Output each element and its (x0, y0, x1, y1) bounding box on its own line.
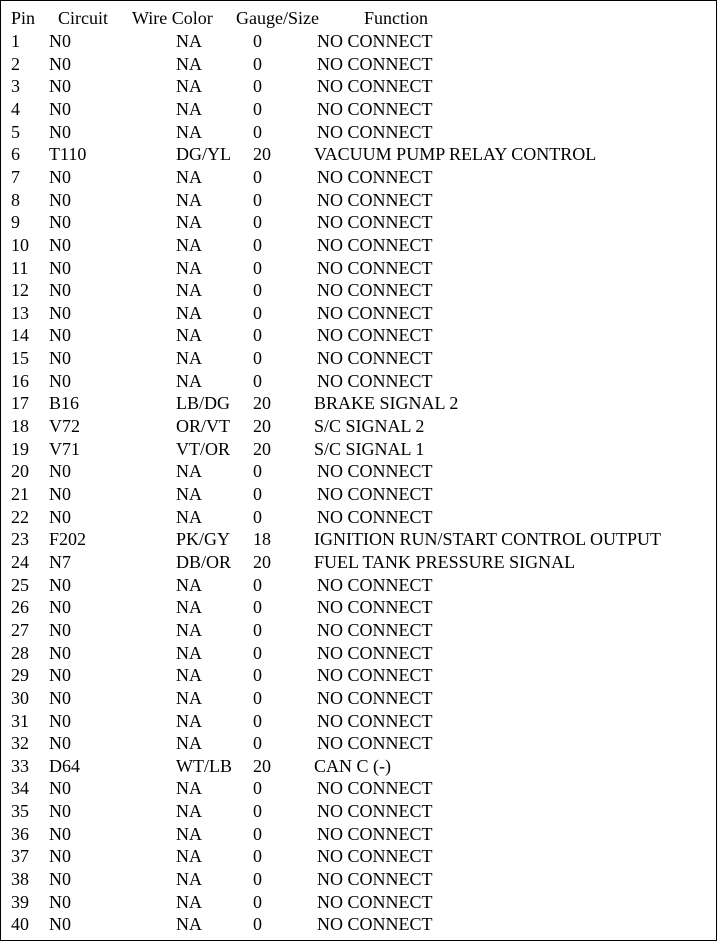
table-row (1, 800, 716, 822)
table-row (1, 732, 716, 754)
gauge-cell: 0 (253, 325, 262, 346)
wire-color-cell: NA (176, 325, 202, 346)
function-cell: NO CONNECT (317, 914, 433, 935)
function-cell: NO CONNECT (317, 76, 433, 97)
gauge-cell: 0 (253, 98, 262, 119)
table-row (1, 460, 716, 482)
pin-cell: 7 (11, 166, 20, 187)
wire-color-cell: NA (176, 212, 202, 233)
pin-cell: 9 (11, 212, 20, 233)
pin-cell: 35 (11, 801, 29, 822)
gauge-cell: 0 (253, 280, 262, 301)
wire-color-cell: NA (176, 801, 202, 822)
wire-color-cell: NA (176, 461, 202, 482)
gauge-cell: 18 (253, 529, 271, 550)
wire-color-cell: NA (176, 302, 202, 323)
table-row (1, 755, 716, 777)
gauge-cell: 0 (253, 846, 262, 867)
table-row (1, 551, 716, 573)
wire-color-cell: PK/GY (176, 529, 231, 550)
table-row (1, 279, 716, 301)
circuit-cell: D64 (49, 755, 80, 776)
wire-color-cell: NA (176, 484, 202, 504)
pin-cell: 31 (11, 710, 29, 731)
function-cell: NO CONNECT (317, 121, 433, 142)
circuit-cell: N0 (49, 484, 71, 504)
table-row (1, 415, 716, 437)
circuit-cell: N0 (49, 280, 71, 301)
pin-cell: 27 (11, 619, 29, 640)
function-cell: NO CONNECT (317, 687, 433, 708)
wire-color-cell: NA (176, 665, 202, 686)
function-cell: NO CONNECT (317, 891, 433, 912)
table-row (1, 619, 716, 641)
pin-cell: 34 (11, 778, 29, 799)
pin-cell: 10 (11, 234, 29, 255)
function-cell: NO CONNECT (317, 348, 433, 369)
function-cell: NO CONNECT (317, 574, 433, 595)
pin-cell: 3 (11, 76, 20, 97)
pin-cell: 20 (11, 461, 29, 482)
function-cell: NO CONNECT (317, 506, 433, 527)
circuit-cell: N0 (49, 687, 71, 708)
wire-color-cell: NA (176, 891, 202, 912)
table-row (1, 483, 716, 505)
circuit-cell: N0 (49, 53, 71, 74)
table-row (1, 664, 716, 686)
wire-color-cell: OR/VT (176, 416, 230, 437)
function-cell: NO CONNECT (317, 778, 433, 799)
circuit-cell: N0 (49, 778, 71, 799)
table-row (1, 75, 716, 97)
circuit-cell: N0 (49, 348, 71, 369)
function-cell: NO CONNECT (317, 325, 433, 346)
circuit-cell: N0 (49, 869, 71, 890)
gauge-cell: 0 (253, 801, 262, 822)
gauge-cell: 0 (253, 166, 262, 187)
wire-color-cell: NA (176, 234, 202, 255)
function-cell: NO CONNECT (317, 869, 433, 890)
function-cell: NO CONNECT (317, 484, 433, 504)
wire-color-cell: NA (176, 914, 202, 935)
gauge-cell: 0 (253, 212, 262, 233)
gauge-cell: 0 (253, 687, 262, 708)
pin-cell: 24 (11, 551, 29, 572)
circuit-cell: N0 (49, 846, 71, 867)
wire-color-cell: NA (176, 846, 202, 867)
wire-color-cell: NA (176, 823, 202, 844)
function-cell: S/C SIGNAL 2 (314, 416, 425, 437)
circuit-cell: N0 (49, 189, 71, 210)
wire-color-cell: NA (176, 53, 202, 74)
table-row (1, 324, 716, 346)
table-row (1, 53, 716, 75)
gauge-cell: 0 (253, 710, 262, 731)
circuit-cell: N0 (49, 461, 71, 482)
circuit-cell: N0 (49, 121, 71, 142)
gauge-cell: 20 (253, 755, 271, 776)
circuit-cell: V72 (49, 416, 80, 437)
pin-cell: 19 (11, 438, 29, 459)
wire-color-cell: VT/OR (176, 438, 230, 459)
wire-color-cell: NA (176, 76, 202, 97)
pin-cell: 28 (11, 642, 29, 663)
pin-cell: 6 (11, 144, 20, 165)
gauge-cell: 0 (253, 869, 262, 890)
gauge-cell: 20 (253, 393, 271, 414)
pin-cell: 16 (11, 370, 29, 391)
wire-color-cell: NA (176, 710, 202, 731)
table-row (1, 121, 716, 143)
circuit-cell: N0 (49, 166, 71, 187)
circuit-cell: N0 (49, 710, 71, 731)
function-cell: NO CONNECT (317, 370, 433, 391)
wire-color-cell: LB/DG (176, 393, 230, 414)
gauge-cell: 0 (253, 121, 262, 142)
table-row (1, 891, 716, 913)
wire-color-cell: NA (176, 778, 202, 799)
function-cell: NO CONNECT (317, 53, 433, 74)
gauge-cell: 20 (253, 416, 271, 437)
pin-cell: 18 (11, 416, 29, 437)
pin-cell: 8 (11, 189, 20, 210)
function-cell: NO CONNECT (317, 166, 433, 187)
circuit-cell: N0 (49, 76, 71, 97)
table-row (1, 913, 716, 935)
gauge-cell: 0 (253, 370, 262, 391)
gauge-cell: 0 (253, 484, 262, 504)
function-cell: NO CONNECT (317, 733, 433, 754)
table-row (1, 642, 716, 664)
circuit-cell: N0 (49, 665, 71, 686)
function-cell: NO CONNECT (317, 619, 433, 640)
gauge-cell: 0 (253, 31, 262, 51)
gauge-cell: 0 (253, 302, 262, 323)
wire-color-cell: NA (176, 98, 202, 119)
gauge-cell: 0 (253, 574, 262, 595)
table-row (1, 234, 716, 256)
pin-cell: 13 (11, 302, 29, 323)
header-pin: Pin (11, 8, 36, 28)
gauge-cell: 0 (253, 778, 262, 799)
function-cell: NO CONNECT (317, 642, 433, 663)
table-row (1, 143, 716, 165)
function-cell: NO CONNECT (317, 801, 433, 822)
function-cell: NO CONNECT (317, 665, 433, 686)
gauge-cell: 0 (253, 823, 262, 844)
gauge-cell: 0 (253, 257, 262, 278)
circuit-cell: N0 (49, 801, 71, 822)
table-row (1, 30, 716, 52)
wire-color-cell: DB/OR (176, 551, 232, 572)
function-cell: NO CONNECT (317, 710, 433, 731)
table-row (1, 596, 716, 618)
table-row (1, 166, 716, 188)
circuit-cell: N0 (49, 597, 71, 618)
circuit-cell: T110 (49, 144, 87, 165)
pin-cell: 12 (11, 280, 29, 301)
circuit-cell: V71 (49, 438, 80, 459)
wire-color-cell: NA (176, 733, 202, 754)
wire-color-cell: NA (176, 121, 202, 142)
function-cell: FUEL TANK PRESSURE SIGNAL (314, 551, 576, 572)
circuit-cell: N7 (49, 551, 71, 572)
table-row (1, 777, 716, 799)
function-cell: CAN C (-) (314, 755, 391, 776)
function-cell: NO CONNECT (317, 461, 433, 482)
pin-cell: 26 (11, 597, 29, 618)
pin-cell: 14 (11, 325, 29, 346)
gauge-cell: 0 (253, 642, 262, 663)
pin-cell: 4 (11, 98, 20, 119)
circuit-cell: N0 (49, 234, 71, 255)
circuit-cell: N0 (49, 506, 71, 527)
table-row (1, 823, 716, 845)
gauge-cell: 0 (253, 665, 262, 686)
pin-cell: 30 (11, 687, 29, 708)
function-cell: NO CONNECT (317, 234, 433, 255)
gauge-cell: 0 (253, 733, 262, 754)
circuit-cell: N0 (49, 302, 71, 323)
function-cell: IGNITION RUN/START CONTROL OUTPUT (314, 529, 661, 550)
header-function: Function (364, 8, 429, 28)
wire-color-cell: NA (176, 189, 202, 210)
table-row (1, 370, 716, 392)
pin-cell: 33 (11, 755, 29, 776)
pin-cell: 21 (11, 484, 29, 504)
table-row (1, 211, 716, 233)
table-row (1, 189, 716, 211)
circuit-cell: N0 (49, 619, 71, 640)
function-cell: NO CONNECT (317, 823, 433, 844)
gauge-cell: 0 (253, 53, 262, 74)
gauge-cell: 0 (253, 619, 262, 640)
circuit-cell: F202 (49, 529, 87, 550)
circuit-cell: N0 (49, 325, 71, 346)
gauge-cell: 0 (253, 234, 262, 255)
pin-cell: 36 (11, 823, 29, 844)
table-row (1, 257, 716, 279)
function-cell: NO CONNECT (317, 280, 433, 301)
function-cell: VACUUM PUMP RELAY CONTROL (314, 144, 597, 165)
function-cell: S/C SIGNAL 1 (314, 438, 425, 459)
pin-cell: 38 (11, 869, 29, 890)
pin-cell: 23 (11, 529, 29, 550)
gauge-cell: 20 (253, 551, 271, 572)
circuit-cell: N0 (49, 891, 71, 912)
table-row (1, 506, 716, 528)
table-row (1, 438, 716, 460)
function-cell: NO CONNECT (317, 31, 433, 51)
circuit-cell: N0 (49, 914, 71, 935)
function-cell: BRAKE SIGNAL 2 (314, 393, 459, 414)
circuit-cell: N0 (49, 370, 71, 391)
wire-color-cell: NA (176, 257, 202, 278)
table-row (1, 687, 716, 709)
pin-cell: 40 (11, 914, 29, 935)
function-cell: NO CONNECT (317, 302, 433, 323)
table-row (1, 845, 716, 867)
wire-color-cell: NA (176, 869, 202, 890)
wire-color-cell: NA (176, 574, 202, 595)
wire-color-cell: NA (176, 166, 202, 187)
function-cell: NO CONNECT (317, 257, 433, 278)
gauge-cell: 0 (253, 461, 262, 482)
pin-cell: 2 (11, 53, 20, 74)
wire-color-cell: NA (176, 687, 202, 708)
table-row (1, 710, 716, 732)
pin-cell: 22 (11, 506, 29, 527)
circuit-cell: N0 (49, 257, 71, 278)
gauge-cell: 0 (253, 76, 262, 97)
circuit-cell: B16 (49, 393, 80, 414)
gauge-cell: 0 (253, 891, 262, 912)
function-cell: NO CONNECT (317, 597, 433, 618)
header-wire-color: Wire Color (132, 8, 213, 28)
circuit-cell: N0 (49, 823, 71, 844)
circuit-cell: N0 (49, 574, 71, 595)
wire-color-cell: NA (176, 619, 202, 640)
pin-cell: 11 (11, 257, 29, 278)
pin-cell: 37 (11, 846, 29, 867)
wire-color-cell: NA (176, 370, 202, 391)
table-row (1, 98, 716, 120)
table-row (1, 392, 716, 414)
circuit-cell: N0 (49, 642, 71, 663)
gauge-cell: 20 (253, 144, 271, 165)
gauge-cell: 0 (253, 348, 262, 369)
pin-cell: 17 (11, 393, 29, 414)
wire-color-cell: DG/YL (176, 144, 231, 165)
pin-cell: 15 (11, 348, 29, 369)
circuit-cell: N0 (49, 212, 71, 233)
wire-color-cell: NA (176, 597, 202, 618)
function-cell: NO CONNECT (317, 98, 433, 119)
table-row (1, 868, 716, 890)
gauge-cell: 20 (253, 438, 271, 459)
function-cell: NO CONNECT (317, 189, 433, 210)
table-row (1, 528, 716, 550)
function-cell: NO CONNECT (317, 212, 433, 233)
header-circuit: Circuit (58, 8, 108, 28)
circuit-cell: N0 (49, 733, 71, 754)
circuit-cell: N0 (49, 31, 71, 51)
function-cell: NO CONNECT (317, 846, 433, 867)
pin-cell: 25 (11, 574, 29, 595)
gauge-cell: 0 (253, 506, 262, 527)
wire-color-cell: NA (176, 31, 202, 51)
table-row (1, 302, 716, 324)
wire-color-cell: NA (176, 348, 202, 369)
gauge-cell: 0 (253, 597, 262, 618)
wire-color-cell: NA (176, 642, 202, 663)
gauge-cell: 0 (253, 189, 262, 210)
pin-cell: 1 (11, 31, 20, 51)
pin-cell: 32 (11, 733, 29, 754)
gauge-cell: 0 (253, 914, 262, 935)
wire-color-cell: NA (176, 280, 202, 301)
pin-cell: 5 (11, 121, 20, 142)
wire-color-cell: NA (176, 506, 202, 527)
table-row (1, 347, 716, 369)
pin-cell: 39 (11, 891, 29, 912)
wire-color-cell: WT/LB (176, 755, 232, 776)
pin-cell: 29 (11, 665, 29, 686)
table-row (1, 574, 716, 596)
circuit-cell: N0 (49, 98, 71, 119)
table-header (1, 7, 716, 29)
header-gauge-size: Gauge/Size (236, 8, 319, 28)
